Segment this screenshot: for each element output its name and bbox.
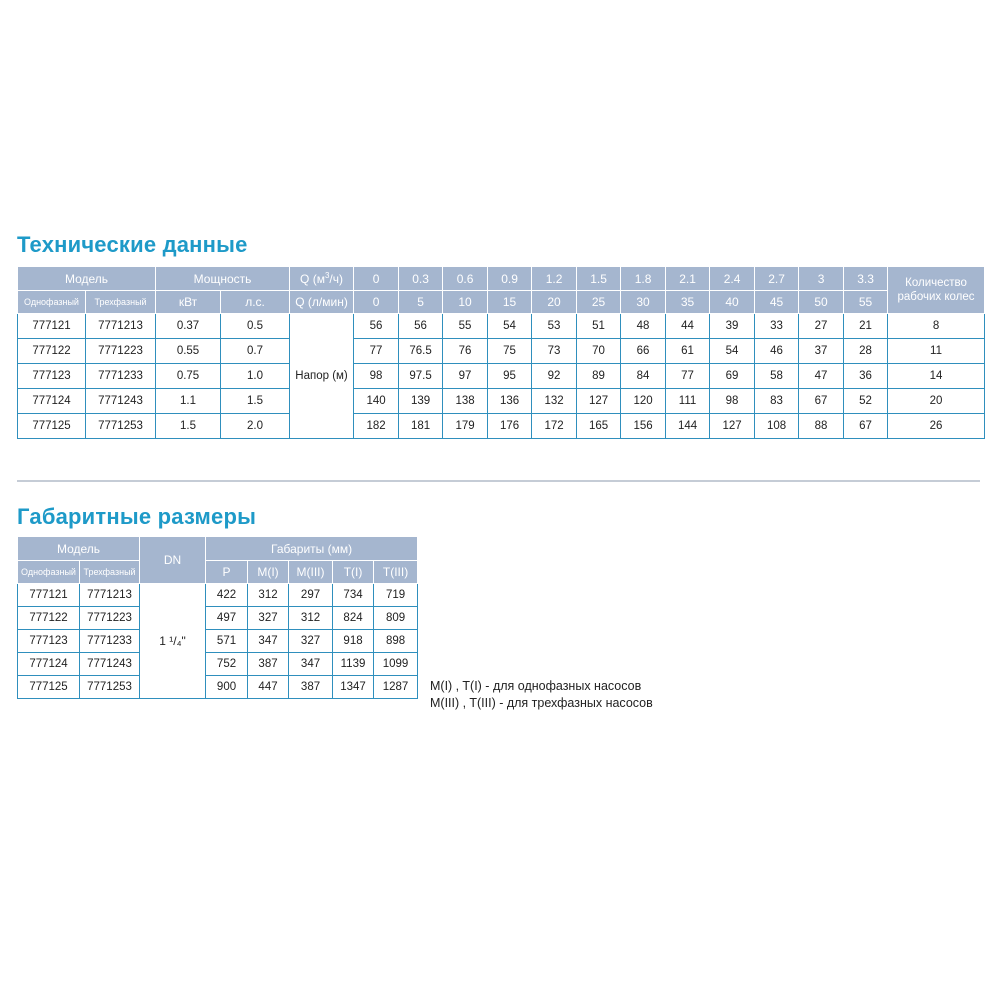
size-value: 327 — [289, 630, 333, 653]
single-phase-model: 777121 — [18, 314, 86, 339]
head-value: 127 — [577, 389, 621, 414]
flow-m3h-cell: 2.4 — [710, 267, 755, 291]
size-value: 898 — [374, 630, 418, 653]
single-phase-model: 777123 — [18, 364, 86, 389]
impellers-count: 20 — [888, 389, 985, 414]
head-value: 84 — [621, 364, 666, 389]
three-phase-model: 7771223 — [86, 339, 156, 364]
size-value: 734 — [333, 584, 374, 607]
flow-lmin-cell: 10 — [443, 291, 488, 314]
dims-model-header: Модель — [18, 537, 140, 561]
head-value: 54 — [488, 314, 532, 339]
head-value: 27 — [799, 314, 844, 339]
head-value: 36 — [844, 364, 888, 389]
size-value: 571 — [206, 630, 248, 653]
head-value: 108 — [755, 414, 799, 439]
dims-three-phase-model: 7771243 — [80, 653, 140, 676]
head-value: 182 — [354, 414, 399, 439]
hp-header: л.с. — [221, 291, 290, 314]
flow-m3h-cell: 3 — [799, 267, 844, 291]
dims-row — [18, 676, 418, 699]
dimensions-title: Габаритные размеры — [17, 504, 257, 529]
single-phase-model: 777125 — [18, 414, 86, 439]
head-value: 67 — [844, 414, 888, 439]
head-value: 88 — [799, 414, 844, 439]
head-value: 47 — [799, 364, 844, 389]
size-col-header: T(III) — [374, 561, 418, 584]
three-phase-model: 7771243 — [86, 389, 156, 414]
head-value: 37 — [799, 339, 844, 364]
head-value: 111 — [666, 389, 710, 414]
head-value: 136 — [488, 389, 532, 414]
dims-row — [18, 653, 418, 676]
head-value: 70 — [577, 339, 621, 364]
size-value: 297 — [289, 584, 333, 607]
dims-header-row-1 — [18, 537, 418, 561]
head-value: 140 — [354, 389, 399, 414]
flow-lmin-cell: 20 — [532, 291, 577, 314]
sizes-header: Габариты (мм) — [206, 537, 418, 561]
flow-lmin-cell: 5 — [399, 291, 443, 314]
head-value: 33 — [755, 314, 799, 339]
power-hp: 1.0 — [221, 364, 290, 389]
head-value: 46 — [755, 339, 799, 364]
note-single-phase: M(I) , T(I) - для однофазных насосов — [430, 679, 642, 693]
size-value: 312 — [289, 607, 333, 630]
head-value: 97 — [443, 364, 488, 389]
head-value: 98 — [354, 364, 399, 389]
head-value: 176 — [488, 414, 532, 439]
size-value: 347 — [248, 630, 289, 653]
dn-value: 1 ¹/₄" — [140, 584, 206, 699]
flow-m3h-cell: 1.5 — [577, 267, 621, 291]
head-value: 165 — [577, 414, 621, 439]
head-value: 44 — [666, 314, 710, 339]
model-header: Модель — [18, 267, 156, 291]
flow-m3h-cell: 0.9 — [488, 267, 532, 291]
single-phase-model: 777122 — [18, 339, 86, 364]
flow-m3h-cell: 2.1 — [666, 267, 710, 291]
head-value: 61 — [666, 339, 710, 364]
q-lmin-header: Q (л/мин) — [290, 291, 354, 314]
head-value: 73 — [532, 339, 577, 364]
power-hp: 2.0 — [221, 414, 290, 439]
size-value: 1287 — [374, 676, 418, 699]
power-kw: 1.5 — [156, 414, 221, 439]
flow-lmin-cell: 50 — [799, 291, 844, 314]
size-value: 752 — [206, 653, 248, 676]
head-value: 67 — [799, 389, 844, 414]
head-value: 69 — [710, 364, 755, 389]
dimensions-table-body — [18, 584, 418, 699]
size-value: 809 — [374, 607, 418, 630]
tech-row — [18, 314, 985, 339]
size-value: 422 — [206, 584, 248, 607]
head-value: 139 — [399, 389, 443, 414]
head-value: 58 — [755, 364, 799, 389]
kw-header: кВт — [156, 291, 221, 314]
head-value: 98 — [710, 389, 755, 414]
power-kw: 0.75 — [156, 364, 221, 389]
flow-m3h-cell: 1.8 — [621, 267, 666, 291]
tech-table-body — [18, 314, 985, 439]
size-value: 918 — [333, 630, 374, 653]
tech-row — [18, 364, 985, 389]
single-phase-model: 777124 — [18, 389, 86, 414]
three-phase-header: Трехфазный — [86, 291, 156, 314]
tech-row — [18, 389, 985, 414]
impellers-count: 14 — [888, 364, 985, 389]
flow-lmin-cell: 40 — [710, 291, 755, 314]
power-kw: 1.1 — [156, 389, 221, 414]
head-value: 55 — [443, 314, 488, 339]
size-value: 824 — [333, 607, 374, 630]
head-value: 77 — [666, 364, 710, 389]
head-value: 120 — [621, 389, 666, 414]
q-m3h-header: Q $(м^3/ч)$ — [290, 267, 354, 291]
flow-lmin-cell: 25 — [577, 291, 621, 314]
dims-single-phase-model: 777122 — [18, 607, 80, 630]
head-value: 53 — [532, 314, 577, 339]
size-col-header: M(III) — [289, 561, 333, 584]
size-value: 1099 — [374, 653, 418, 676]
head-value: 156 — [621, 414, 666, 439]
tech-row — [18, 339, 985, 364]
flow-m3h-cell: 3.3 — [844, 267, 888, 291]
three-phase-model: 7771253 — [86, 414, 156, 439]
head-value: 48 — [621, 314, 666, 339]
tech-header-row-2 — [18, 291, 985, 314]
power-kw: 0.55 — [156, 339, 221, 364]
section-divider — [17, 480, 980, 482]
size-value: 497 — [206, 607, 248, 630]
dimension-notes — [430, 678, 653, 712]
single-phase-header: Однофазный — [18, 291, 86, 314]
head-value: 95 — [488, 364, 532, 389]
dims-single-phase-header: Однофазный — [18, 561, 80, 584]
size-value: 327 — [248, 607, 289, 630]
dims-single-phase-model: 777121 — [18, 584, 80, 607]
size-value: 312 — [248, 584, 289, 607]
power-hp: 1.5 — [221, 389, 290, 414]
head-value: 172 — [532, 414, 577, 439]
impellers-count: 26 — [888, 414, 985, 439]
tech-header-row-1 — [18, 267, 985, 291]
power-header: Мощность — [156, 267, 290, 291]
flow-m3h-cell: 1.2 — [532, 267, 577, 291]
head-value: 77 — [354, 339, 399, 364]
size-col-header: T(I) — [333, 561, 374, 584]
head-value: 144 — [666, 414, 710, 439]
impellers-count: 11 — [888, 339, 985, 364]
size-value: 1347 — [333, 676, 374, 699]
power-kw: 0.37 — [156, 314, 221, 339]
head-value: 76 — [443, 339, 488, 364]
size-value: 1139 — [333, 653, 374, 676]
head-value: 51 — [577, 314, 621, 339]
dn-header: DN — [140, 537, 206, 584]
size-value: 387 — [248, 653, 289, 676]
impellers-header: Количество рабочих колес — [888, 267, 985, 314]
dims-row — [18, 630, 418, 653]
size-value: 719 — [374, 584, 418, 607]
dims-three-phase-header: Трехфазный — [80, 561, 140, 584]
note-three-phase: M(III) , T(III) - для трехфазных насосов — [430, 696, 653, 710]
size-value: 447 — [248, 676, 289, 699]
head-value: 75 — [488, 339, 532, 364]
head-value: 97.5 — [399, 364, 443, 389]
head-value: 138 — [443, 389, 488, 414]
three-phase-model: 7771213 — [86, 314, 156, 339]
power-hp: 0.5 — [221, 314, 290, 339]
dims-three-phase-model: 7771223 — [80, 607, 140, 630]
head-value: 52 — [844, 389, 888, 414]
dimensions-table — [17, 536, 418, 699]
flow-lmin-cell: 55 — [844, 291, 888, 314]
head-value: 54 — [710, 339, 755, 364]
power-hp: 0.7 — [221, 339, 290, 364]
head-value: 132 — [532, 389, 577, 414]
flow-m3h-cell: 0.3 — [399, 267, 443, 291]
dims-row — [18, 607, 418, 630]
dims-three-phase-model: 7771233 — [80, 630, 140, 653]
size-col-header: P — [206, 561, 248, 584]
head-value: 181 — [399, 414, 443, 439]
head-value: 83 — [755, 389, 799, 414]
impellers-count: 8 — [888, 314, 985, 339]
head-value: 56 — [354, 314, 399, 339]
size-value: 900 — [206, 676, 248, 699]
size-col-header: M(I) — [248, 561, 289, 584]
flow-lmin-cell: 15 — [488, 291, 532, 314]
flow-m3h-cell: 2.7 — [755, 267, 799, 291]
flow-lmin-cell: 35 — [666, 291, 710, 314]
head-value: 28 — [844, 339, 888, 364]
dims-three-phase-model: 7771213 — [80, 584, 140, 607]
tech-data-title: Технические данные — [17, 232, 248, 257]
dims-single-phase-model: 777123 — [18, 630, 80, 653]
head-value: 39 — [710, 314, 755, 339]
dims-single-phase-model: 777124 — [18, 653, 80, 676]
flow-lmin-cell: 45 — [755, 291, 799, 314]
dims-single-phase-model: 777125 — [18, 676, 80, 699]
flow-lmin-cell: 30 — [621, 291, 666, 314]
dims-row — [18, 584, 418, 607]
head-label: Напор (м) — [290, 314, 354, 439]
head-value: 66 — [621, 339, 666, 364]
dims-header-row-2 — [18, 561, 418, 584]
size-value: 347 — [289, 653, 333, 676]
head-value: 56 — [399, 314, 443, 339]
head-value: 76.5 — [399, 339, 443, 364]
flow-lmin-cell: 0 — [354, 291, 399, 314]
flow-m3h-cell: 0.6 — [443, 267, 488, 291]
tech-row — [18, 414, 985, 439]
head-value: 92 — [532, 364, 577, 389]
tech-data-table — [17, 266, 985, 439]
head-value: 21 — [844, 314, 888, 339]
head-value: 127 — [710, 414, 755, 439]
three-phase-model: 7771233 — [86, 364, 156, 389]
dims-three-phase-model: 7771253 — [80, 676, 140, 699]
flow-m3h-cell: 0 — [354, 267, 399, 291]
head-value: 89 — [577, 364, 621, 389]
size-value: 387 — [289, 676, 333, 699]
head-value: 179 — [443, 414, 488, 439]
